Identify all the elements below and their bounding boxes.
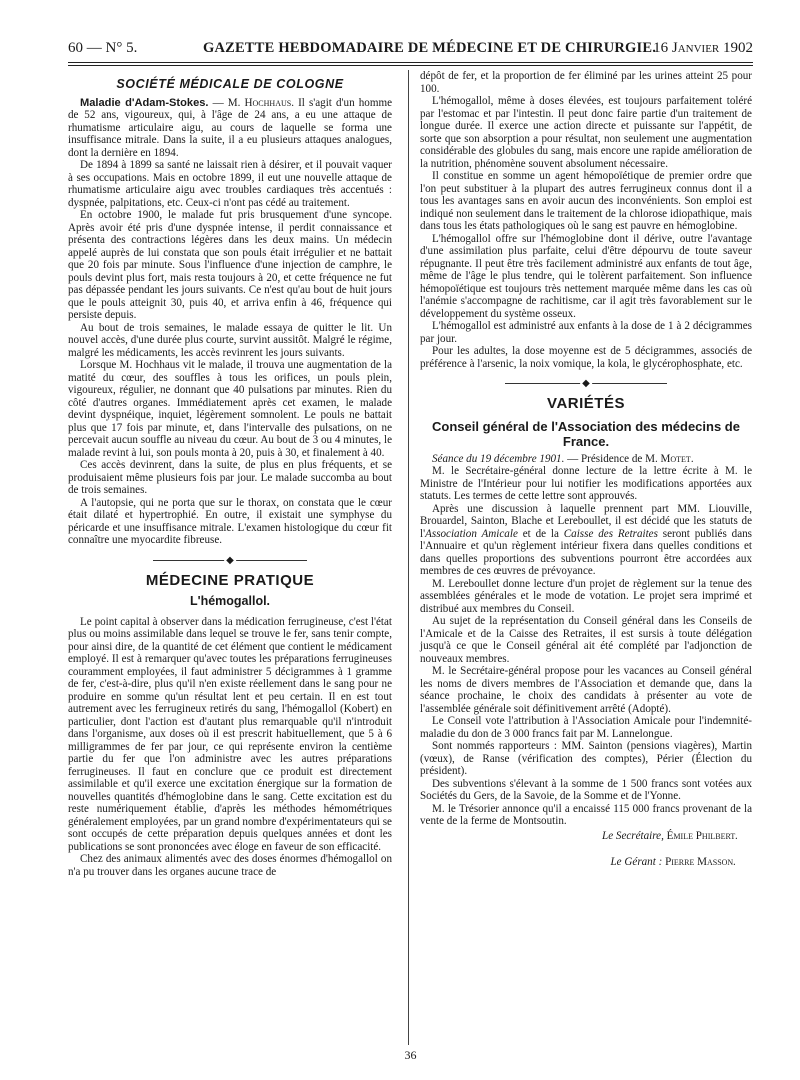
gerant-line bbox=[420, 856, 736, 869]
seance-date: Séance du 19 décembre 1901. bbox=[432, 452, 565, 465]
hemogallol-paragraph-6: L'hémogallol est administré aux enfants à la dose de 1 à 2 décigrammes par jour. bbox=[420, 320, 752, 345]
society-heading: SOCIÉTÉ MÉDICALE DE COLOGNE bbox=[116, 77, 344, 91]
adam-stokes-text: . Il s'agit d'un homme de 52 ans, vigoureux, qui, à l'âge de 24 ans, a eu une attaque de rhumatisme articulaire aigu, au cours de laquelle se forma une insuffisance mitrale. Dans la suite, il a eu plusieurs attaques analogues, dont la dernière en 1894. bbox=[68, 96, 392, 159]
page-reference: 60 — N° 5. bbox=[68, 40, 138, 56]
conseil-paragraph-7: Sont nommés rapporteurs : MM. Sainton (pensions viagères), Martin (vœux), de Ranse (vérification des comptes), Périer (Élection du président). bbox=[420, 740, 752, 777]
signature-name: Émile Philbert bbox=[666, 829, 736, 842]
adam-stokes-paragraph-6: Ces accès devinrent, dans la suite, de plus en plus fréquents, et se produisaient même plusieurs fois par jour. Le malade succomba au bout de trois semaines. bbox=[68, 459, 392, 496]
header-rule bbox=[68, 62, 753, 63]
ornament-diamond-icon: ◆ bbox=[226, 554, 234, 566]
conseil-paragraph-5: M. le Secrétaire-général propose pour les vacances au Conseil général les noms de divers membres de l'Association et demande que, dans la séance prochaine, le choix des candidats à présenter au vote de l'assemblée générale soit définitivement arrêté (Adopté). bbox=[420, 665, 752, 715]
ornament-diamond-icon: ◆ bbox=[582, 378, 590, 389]
page-number: 36 bbox=[404, 1048, 417, 1062]
adam-stokes-paragraph-5: Lorsque M. Hochhaus vit le malade, il trouva une augmentation de la matité du cœur, des souffles à tous les orifices, un pouls plein, vigoureux, régulier, ne donnant que 40 pulsations par minutes. Rien du côté d'autres organes. Immédiatement après cet examen, le malade devint dyspnéique, inquiet, légèrement somnolent. Le pouls ne battait plus que 17 fois par minute, et, dans l'intervalle des pulsations, on ne percevait aucun souffle au niveau du cœur. Au bout de 3 ou 4 minutes, le malade revint à lui, son pouls monta à 20, puis à 30, et finalement à 40. bbox=[68, 359, 392, 459]
hemogallol-paragraph-5: L'hémogallol offre sur l'hémoglobine dont il dérive, outre l'avantage d'une assimilation plus parfaite, celui d'être dépourvu de toute saveur répugnante. Il peut être très facilement administré aux enfants de tout âge, même de l'âge le plus tendre, qui le tolèrent parfaitement. Son influence hémopoïétique est toujours très nettement marquée même dans les cas où l'anémie s'accompagne de rachitisme, car il agit très favorablement sur le développement du système osseux. bbox=[420, 232, 752, 320]
conseil-paragraph-8: Des subventions s'élevant à la somme de 1 500 francs sont votées aux Sociétés du Gers, de la Savoie, de la Somme et de l'Yonne. bbox=[420, 777, 752, 802]
seance-line bbox=[420, 453, 752, 466]
secretary-signature bbox=[420, 830, 738, 843]
left-column bbox=[68, 70, 392, 878]
gerant-end: . bbox=[733, 856, 736, 868]
section-ornament-2 bbox=[420, 378, 752, 388]
journal-page bbox=[68, 40, 753, 1070]
seance-presidence: — Présidence de M. bbox=[564, 452, 661, 465]
adam-stokes-paragraph-4: Au bout de trois semaines, le malade essaya de quitter le lit. Un nouvel accès, d'une durée plus courte, survint aussitôt. Malgré le régime, malgré les médicaments, les accès revinrent les jours suivants. bbox=[68, 321, 392, 359]
conseil-paragraph-6: Le Conseil vote l'attribution à l'Association Amicale pour l'indemnité-maladie du don de 3 000 francs fait par M. Lannelongue. bbox=[420, 715, 752, 740]
lead-separator: — M. bbox=[208, 96, 245, 109]
president-name: Motet bbox=[660, 452, 691, 465]
signature-end: . bbox=[735, 829, 738, 842]
hemogallol-paragraph-4: Il constitue en somme un agent hémopoïétique de premier ordre que l'on peut substituer à la plupart des autres ferrugineux connus dont il a tous les avantages sans en avoir aucun des inconvénients. Son emploi est indiqué non seulement dans le traitement de la chlorose idiopathique, mais dans tous les états pathologiques où le sang est pauvre en hémoglobine. bbox=[420, 170, 752, 232]
caisse-des-retraites: Caisse des Retraites bbox=[563, 527, 658, 540]
conseil-paragraph-3: M. Lereboullet donne lecture d'un projet de règlement sur la tenue des assemblées générales et le mode de votation. Le projet sera imprimé et distribué aux membres du Conseil. bbox=[420, 577, 752, 615]
header-rule-thin bbox=[68, 65, 753, 66]
conseil-paragraph-9: M. le Trésorier annonce qu'il a encaissé 115 000 francs provenant de la vente de la ferme de Montsoutin. bbox=[420, 802, 752, 827]
hemogallol-continuation: dépôt de fer, et la proportion de fer éliminé par les urines atteint 25 pour 100. bbox=[420, 70, 752, 95]
varietes-heading: VARIÉTÉS bbox=[547, 395, 625, 412]
gerant-role: Le Gérant : bbox=[610, 856, 663, 868]
conseil-text: seront publiés dans l'Annuaire et qu'un règlement intérieur fixera dans quelles conditions et dans quelles proportions des subventions pourront être accordées aux membres de ces œuvres de prévoyance. bbox=[420, 527, 752, 577]
adam-stokes-paragraph bbox=[68, 97, 392, 160]
issue-date: 16 Janvier 1902 bbox=[653, 40, 753, 56]
author-name: Hochhaus bbox=[244, 96, 292, 109]
conseil-paragraph-2 bbox=[420, 503, 752, 578]
adam-stokes-paragraph-3: En octobre 1900, le malade fut pris brusquement d'une syncope. Après avoir été pris d'une dyspnée intense, il perdit connaissance et présenta des contractions légères dans les deux mains. Un médecin appelé auprès de lui constata que son pouls était irrégulier et ne battait que 20 fois par minute. Sous l'influence d'une injection de camphre, le pouls devint plus fort, mais resta toujours à 20, et cette fréquence ne fut pas dépassée pendant les jours suivants. Ce n'est qu'au bout de huit jours que le pouls atteignit 30, puis 40, et arriva enfin à 46, fréquence qui persiste depuis. bbox=[68, 209, 392, 321]
conseil-heading: Conseil général de l'Association des médecins de France. bbox=[432, 418, 740, 449]
column-divider bbox=[408, 70, 409, 1045]
journal-title: GAZETTE HEBDOMADAIRE DE MÉDECINE ET DE CHIRURGIE. bbox=[203, 40, 657, 56]
signature-role: Le Secrétaire, bbox=[602, 829, 664, 842]
adam-stokes-lead: Maladie d'Adam-Stokes. bbox=[80, 96, 209, 109]
conseil-paragraph-4: Au sujet de la représentation du Conseil général dans les Conseils de l'Amicale et de la Caisse des Retraites, il est sursis à toute délégation jusqu'à ce que le Conseil général ait été complété par l'adjonction de nouveaux membres. bbox=[420, 615, 752, 665]
hemogallol-paragraph-3: L'hémogallol, même à doses élevées, est toujours parfaitement toléré par l'estomac et par l'intestin. Il peut donc faire partie d'un traitement de longue durée. Il exerce une action directe et puissante sur l'appétit, de sorte que son absorption a pour résultat, non seulement une augmentation considérable des globules du sang, mais encore une rapide amélioration de la nutrition, phénomène souvent absolument nécessaire. bbox=[420, 95, 752, 170]
running-head bbox=[68, 40, 753, 62]
association-amicale: Association Amicale bbox=[425, 527, 518, 540]
section-ornament bbox=[68, 555, 392, 565]
adam-stokes-paragraph-7: A l'autopsie, qui ne porta que sur le thorax, on constata que le cœur était dilaté et hypertrophié. En outre, il existait une symphyse du péricarde et une insuffisance mitrale. L'examen histologique du cœur fit connaître une myocardite fibreuse. bbox=[68, 496, 392, 546]
conseil-text: et de la bbox=[517, 527, 564, 540]
gerant-name: Pierre Masson bbox=[665, 856, 734, 868]
adam-stokes-paragraph-2: De 1894 à 1899 sa santé ne laissait rien à désirer, et il pouvait vaquer à ses occupations. Mais en octobre 1899, il eut une nouvelle attaque de rhumatisme articulaire aigu avec troubles cardiaques très accentués : dyspnée, palpitations, etc. Ceux-ci n'ont pas cédé au traitement. bbox=[68, 159, 392, 209]
hemogallol-paragraph-1: Le point capital à observer dans la médication ferrugineuse, c'est l'état plus ou moins assimilable dans lequel se trouve le fer, sans tenir compte, pour ainsi dire, de la quantité de cet élément que contient le médicament employé. Il est à remarquer qu'avec toutes les préparations ferrugineuses couramment employées, il faut administrer 5 décigrammes à 1 gramme de fer, c'est-à-dire, plus qu'il n'en existe réellement dans le sang pour ne produire en somme qu'un résultat lent et peu certain. Il en est tout autrement avec les ferrugineux retirés du sang, l'hémogallol (Kobert) en particulier, dont l'action est d'autant plus remarquable qu'il n'introduit dans l'organisme, aux doses où il est prescrit habituellement, que 5 à 6 milligrammes de fer par jour, ce qui représente environ la centième partie du fer que l'on administre avec les autres préparations ferrugineuses. Il faut en conclure que ce produit est directement assimilable et qu'il exerce une excitation énergique sur la formation de nouvelles quantités d'hémoglobine dans le sang. Cette excitation est du reste numériquement établie, d'après les méthodes hémométriques généralement employées, par un grand nombre d'expérimentateurs qui se sont occupés de cette préparation depuis quelques années et dont les publications se sont prononcées avec éloge en faveur de son efficacité. bbox=[68, 615, 392, 853]
hemogallol-paragraph-7: Pour les adultes, la dose moyenne est de 5 décigrammes, associés de préférence à l'arsenic, la noix vomique, la kola, le glycérophosphate, etc. bbox=[420, 345, 752, 370]
seance-end: . bbox=[690, 452, 694, 465]
conseil-paragraph-1: M. le Secrétaire-général donne lecture de la lettre écrite à M. le Ministre de l'Intérieur pour lui notifier les modifications apportées aux statuts. Les termes de cette lettre sont approuvés. bbox=[420, 465, 752, 502]
article-heading: L'hémogallol. bbox=[189, 594, 271, 608]
right-column bbox=[420, 70, 752, 869]
conseil-text: Après une discussion à laquelle prennent part MM. Liouville, Brouardel, Sainton, Blache et Lereboullet, il est décidé que les statuts de l' bbox=[420, 502, 752, 540]
hemogallol-paragraph-2: Chez des animaux alimentés avec des doses énormes d'hémogallol on n'a pu trouver dans les organes aucune trace de bbox=[68, 853, 392, 878]
section-heading: MÉDECINE PRATIQUE bbox=[145, 571, 315, 589]
